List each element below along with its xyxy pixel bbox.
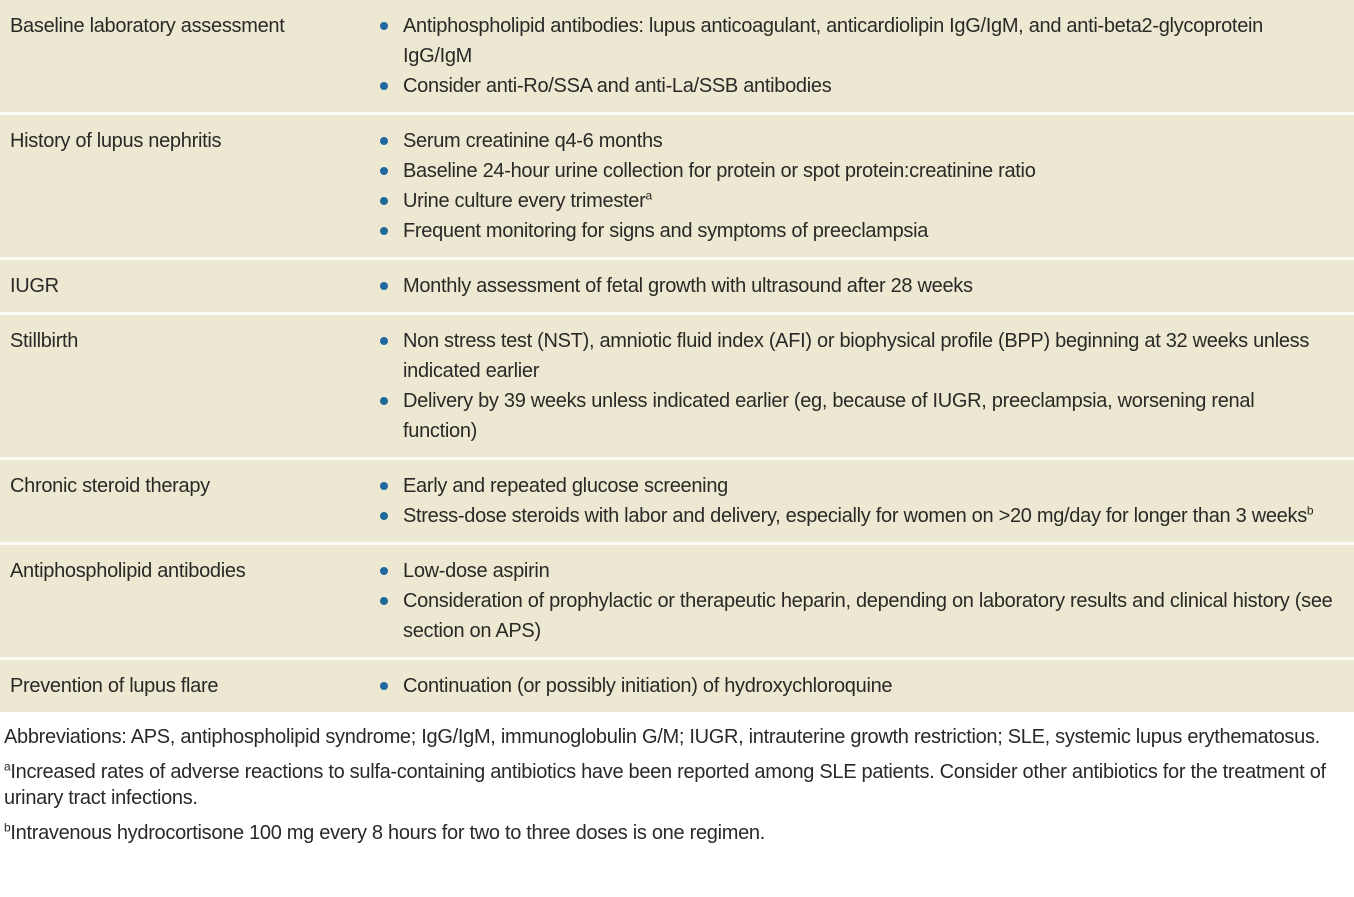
footnote-text: Intravenous hydrocortisone 100 mg every 8 hours for two to three doses is one regimen. bbox=[10, 822, 765, 844]
bullet-text-content: Monthly assessment of fetal growth with ultrasound after 28 weeks bbox=[403, 275, 973, 297]
bullet-text bbox=[403, 126, 663, 156]
bullet-icon bbox=[380, 197, 388, 205]
table-footnotes bbox=[0, 712, 1354, 846]
table-row-antiphospholipid-antibodies bbox=[0, 542, 1354, 657]
bullet-list bbox=[378, 326, 1344, 446]
bullet-icon bbox=[380, 512, 388, 520]
bullet-item bbox=[378, 471, 1344, 501]
bullet-icon bbox=[380, 167, 388, 175]
bullet-text bbox=[403, 216, 928, 246]
bullet-icon bbox=[380, 567, 388, 575]
abbreviations-note bbox=[4, 718, 1344, 750]
row-label: IUGR bbox=[10, 275, 59, 297]
row-label: Prevention of lupus flare bbox=[10, 675, 219, 697]
footnote-marker: b bbox=[4, 820, 11, 835]
bullet-icon bbox=[380, 137, 388, 145]
table-row-history-of-lupus-nephritis bbox=[0, 112, 1354, 257]
bullet-icon bbox=[380, 282, 388, 290]
table-row-baseline-laboratory-assessment bbox=[0, 0, 1354, 112]
row-label: Antiphospholipid antibodies bbox=[10, 560, 246, 582]
bullet-text bbox=[403, 326, 1333, 386]
row-label: History of lupus nephritis bbox=[10, 130, 222, 152]
bullet-item bbox=[378, 156, 1344, 186]
bullet-icon bbox=[380, 227, 388, 235]
footnote-a bbox=[4, 750, 1344, 811]
table-row-iugr bbox=[0, 257, 1354, 312]
bullet-text bbox=[403, 11, 1333, 71]
bullet-text bbox=[403, 156, 1036, 186]
bullet-item bbox=[378, 556, 1344, 586]
bullet-text bbox=[403, 386, 1333, 446]
bullet-icon bbox=[380, 597, 388, 605]
bullet-item bbox=[378, 186, 1344, 216]
bullet-text-content: Stress-dose steroids with labor and delivery, especially for women on >20 mg/day for longer than 3 weeks bbox=[403, 505, 1307, 527]
bullet-text-content: Serum creatinine q4-6 months bbox=[403, 130, 663, 152]
bullet-list bbox=[378, 556, 1344, 646]
row-label: Chronic steroid therapy bbox=[10, 475, 210, 497]
footnote-marker: a bbox=[645, 188, 652, 203]
bullet-text-content: Urine culture every trimester bbox=[403, 190, 646, 212]
bullet-text-content: Consider anti-Ro/SSA and anti-La/SSB antibodies bbox=[403, 75, 832, 97]
bullet-item bbox=[378, 586, 1344, 646]
bullet-text-content: Non stress test (NST), amniotic fluid index (AFI) or biophysical profile (BPP) beginning at 32 weeks unless indicated earlier bbox=[403, 330, 1310, 382]
bullet-text bbox=[403, 556, 549, 586]
table-row-chronic-steroid-therapy bbox=[0, 457, 1354, 542]
bullet-text bbox=[403, 586, 1333, 646]
bullet-item bbox=[378, 326, 1344, 386]
bullet-text-content: Low-dose aspirin bbox=[403, 560, 550, 582]
bullet-list bbox=[378, 471, 1344, 531]
bullet-text-content: Consideration of prophylactic or therapeutic heparin, depending on laboratory results and clinical history (see section on APS) bbox=[403, 590, 1333, 642]
bullet-icon bbox=[380, 22, 388, 30]
bullet-text bbox=[403, 71, 831, 101]
footnote-b bbox=[4, 811, 1344, 846]
bullet-text-content: Baseline 24-hour urine collection for protein or spot protein:creatinine ratio bbox=[403, 160, 1036, 182]
bullet-item bbox=[378, 71, 1344, 101]
bullet-text bbox=[403, 501, 1313, 531]
row-label: Baseline laboratory assessment bbox=[10, 15, 285, 37]
bullet-text bbox=[403, 471, 728, 501]
bullet-text bbox=[403, 186, 652, 216]
bullet-item bbox=[378, 671, 1344, 701]
bullet-list bbox=[378, 126, 1344, 246]
bullet-icon bbox=[380, 337, 388, 345]
footnote-text: Abbreviations: APS, antiphospholipid syndrome; IgG/IgM, immunoglobulin G/M; IUGR, intrauterine growth restriction; SLE, systemic lupus erythematosus. bbox=[4, 726, 1320, 748]
bullet-text-content: Early and repeated glucose screening bbox=[403, 475, 728, 497]
bullet-icon bbox=[380, 482, 388, 490]
bullet-item bbox=[378, 126, 1344, 156]
row-label: Stillbirth bbox=[10, 330, 79, 352]
bullet-text bbox=[403, 271, 973, 301]
bullet-icon bbox=[380, 82, 388, 90]
bullet-list bbox=[378, 671, 1344, 701]
bullet-text-content: Frequent monitoring for signs and symptoms of preeclampsia bbox=[403, 220, 929, 242]
bullet-item bbox=[378, 386, 1344, 446]
bullet-item bbox=[378, 11, 1344, 71]
bullet-item bbox=[378, 271, 1344, 301]
footnote-text: Increased rates of adverse reactions to sulfa-containing antibiotics have been reported among SLE patients. Consider other antibiotics for the treatment of urinary tract infections. bbox=[4, 761, 1326, 809]
bullet-list bbox=[378, 11, 1344, 101]
bullet-item bbox=[378, 216, 1344, 246]
table-row-prevention-of-lupus-flare bbox=[0, 657, 1354, 712]
bullet-icon bbox=[380, 397, 388, 405]
bullet-text-content: Delivery by 39 weeks unless indicated earlier (eg, because of IUGR, preeclampsia, worsening renal function) bbox=[403, 390, 1255, 442]
bullet-item bbox=[378, 501, 1344, 531]
bullet-icon bbox=[380, 682, 388, 690]
footnote-marker: b bbox=[1306, 503, 1314, 518]
table-row-stillbirth bbox=[0, 312, 1354, 457]
bullet-text-content: Antiphospholipid antibodies: lupus anticoagulant, anticardiolipin IgG/IgM, and anti-beta2-glycoprotein IgG/IgM bbox=[403, 15, 1263, 67]
bullet-list bbox=[378, 271, 1344, 301]
footnote-marker: a bbox=[4, 759, 11, 774]
bullet-text bbox=[403, 671, 892, 701]
bullet-text-content: Continuation (or possibly initiation) of hydroxychloroquine bbox=[403, 675, 893, 697]
